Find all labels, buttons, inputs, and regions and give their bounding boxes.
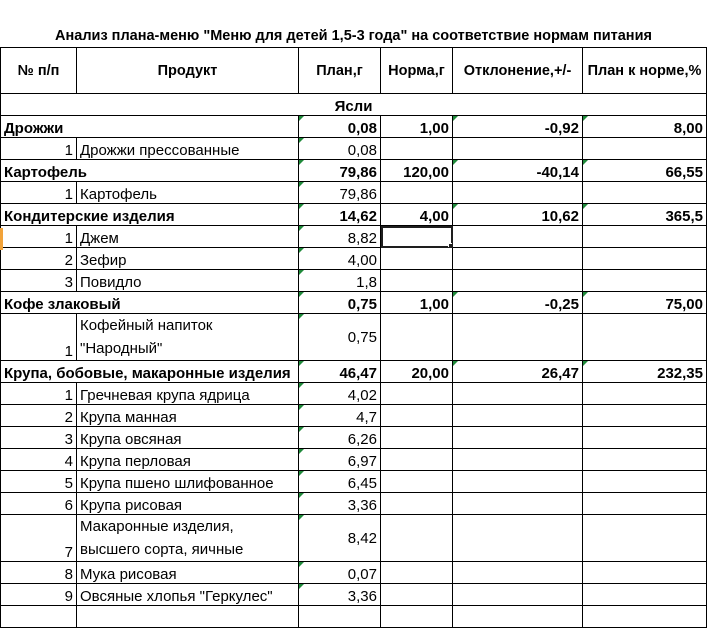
table-row (1, 562, 707, 584)
index-cell[interactable]: 2 (1, 248, 77, 270)
index-cell[interactable]: 3 (1, 270, 77, 292)
deviation-cell[interactable]: 26,47 (453, 361, 583, 383)
product-cell[interactable]: Мука рисовая (77, 562, 299, 584)
index-cell[interactable]: 6 (1, 493, 77, 515)
deviation-cell[interactable] (453, 226, 583, 248)
percent-cell[interactable] (583, 248, 707, 270)
plan-cell[interactable]: 3,36 (299, 493, 381, 515)
norm-cell[interactable]: 120,00 (381, 160, 453, 182)
index-cell[interactable]: 1 (1, 182, 77, 204)
percent-cell[interactable] (583, 471, 707, 493)
index-cell[interactable]: 1 (1, 383, 77, 405)
index-cell[interactable]: 7 (1, 515, 77, 562)
plan-cell[interactable]: 1,8 (299, 270, 381, 292)
deviation-cell[interactable]: -0,92 (453, 116, 583, 138)
index-cell[interactable]: 1 (1, 138, 77, 160)
deviation-cell[interactable] (453, 562, 583, 584)
group-name-cell[interactable]: Картофель (1, 160, 299, 182)
group-row (1, 116, 707, 138)
plan-cell[interactable]: 0,07 (299, 562, 381, 584)
norm-cell[interactable] (381, 471, 453, 493)
plan-cell[interactable]: 6,97 (299, 449, 381, 471)
percent-cell[interactable] (583, 226, 707, 248)
table-row (1, 270, 707, 292)
table-row (1, 314, 707, 361)
plan-cell[interactable]: 79,86 (299, 160, 381, 182)
deviation-cell[interactable]: 10,62 (453, 204, 583, 226)
group-name-cell[interactable]: Кофе злаковый (1, 292, 299, 314)
deviation-cell[interactable] (453, 405, 583, 427)
header-cell[interactable]: План к норме,% (583, 48, 707, 94)
percent-cell[interactable] (583, 562, 707, 584)
norm-cell[interactable] (381, 405, 453, 427)
percent-cell[interactable] (583, 405, 707, 427)
deviation-cell[interactable] (453, 182, 583, 204)
norm-cell[interactable] (381, 449, 453, 471)
product-cell[interactable]: Крупа пшено шлифованное (77, 471, 299, 493)
plan-cell[interactable]: 8,42 (299, 515, 381, 562)
deviation-cell[interactable] (453, 493, 583, 515)
index-cell[interactable]: 9 (1, 584, 77, 606)
product-cell[interactable] (77, 606, 299, 628)
group-name-cell[interactable]: Дрожжи (1, 116, 299, 138)
table-row (1, 182, 707, 204)
index-cell[interactable]: 4 (1, 449, 77, 471)
product-cell[interactable]: Картофель (77, 182, 299, 204)
table-row (1, 584, 707, 606)
deviation-cell[interactable] (453, 606, 583, 628)
table-row (1, 427, 707, 449)
deviation-cell[interactable] (453, 515, 583, 562)
norm-cell[interactable]: 1,00 (381, 292, 453, 314)
header-cell[interactable]: Отклонение,+/- (453, 48, 583, 94)
product-cell[interactable]: Крупа овсяная (77, 427, 299, 449)
product-cell[interactable]: Джем (77, 226, 299, 248)
table-row (1, 248, 707, 270)
table-row (1, 449, 707, 471)
product-cell[interactable]: Зефир (77, 248, 299, 270)
plan-cell[interactable]: 0,08 (299, 116, 381, 138)
percent-cell[interactable]: 365,5 (583, 204, 707, 226)
percent-cell[interactable]: 75,00 (583, 292, 707, 314)
plan-cell[interactable]: 14,62 (299, 204, 381, 226)
norm-cell[interactable]: 1,00 (381, 116, 453, 138)
deviation-cell[interactable]: -40,14 (453, 160, 583, 182)
norm-cell[interactable] (381, 182, 453, 204)
index-cell[interactable]: 2 (1, 405, 77, 427)
group-name-cell[interactable]: Кондитерские изделия (1, 204, 299, 226)
product-cell[interactable]: Макаронные изделия, высшего сорта, яичные (77, 515, 299, 562)
header-row (1, 48, 707, 94)
plan-cell[interactable]: 79,86 (299, 182, 381, 204)
index-cell[interactable]: 8 (1, 562, 77, 584)
percent-cell[interactable] (583, 606, 707, 628)
table-row (1, 471, 707, 493)
group-name-cell[interactable]: Крупа, бобовые, макаронные изделия (1, 361, 299, 383)
percent-cell[interactable] (583, 270, 707, 292)
percent-cell[interactable] (583, 493, 707, 515)
product-cell[interactable]: Крупа манная (77, 405, 299, 427)
table-row (1, 226, 707, 248)
header-cell[interactable]: Продукт (77, 48, 299, 94)
product-cell[interactable]: Дрожжи прессованные (77, 138, 299, 160)
section-cell[interactable]: Ясли (1, 94, 707, 116)
percent-cell[interactable]: 8,00 (583, 116, 707, 138)
report-title: Анализ плана-меню "Меню для детей 1,5-3 года" на соответствие нормам питания (55, 28, 652, 44)
group-row (1, 361, 707, 383)
plan-cell[interactable]: 4,7 (299, 405, 381, 427)
index-cell[interactable]: 1 (1, 314, 77, 361)
percent-cell[interactable] (583, 314, 707, 361)
plan-cell[interactable]: 0,75 (299, 314, 381, 361)
table-row (1, 493, 707, 515)
percent-cell[interactable] (583, 383, 707, 405)
analysis-table (0, 47, 707, 628)
product-cell[interactable]: Овсяные хлопья "Геркулес" (77, 584, 299, 606)
product-cell[interactable]: Крупа перловая (77, 449, 299, 471)
deviation-cell[interactable] (453, 471, 583, 493)
group-row (1, 160, 707, 182)
active-row-marker (0, 228, 3, 250)
plan-cell[interactable]: 0,75 (299, 292, 381, 314)
index-cell[interactable] (1, 606, 77, 628)
plan-cell[interactable]: 0,08 (299, 138, 381, 160)
product-cell[interactable]: Гречневая крупа ядрица (77, 383, 299, 405)
deviation-cell[interactable] (453, 314, 583, 361)
percent-cell[interactable]: 232,35 (583, 361, 707, 383)
header-cell[interactable]: Норма,г (381, 48, 453, 94)
norm-cell[interactable] (381, 427, 453, 449)
index-cell[interactable]: 3 (1, 427, 77, 449)
percent-cell[interactable] (583, 427, 707, 449)
percent-cell[interactable]: 66,55 (583, 160, 707, 182)
section-row (1, 94, 707, 116)
deviation-cell[interactable] (453, 138, 583, 160)
norm-cell[interactable] (381, 606, 453, 628)
header-cell[interactable]: План,г (299, 48, 381, 94)
plan-cell[interactable]: 3,36 (299, 584, 381, 606)
norm-cell[interactable] (381, 515, 453, 562)
deviation-cell[interactable] (453, 427, 583, 449)
norm-cell[interactable] (381, 248, 453, 270)
table-row (1, 138, 707, 160)
plan-cell[interactable]: 4,02 (299, 383, 381, 405)
index-cell[interactable]: 1 (1, 226, 77, 248)
percent-cell[interactable] (583, 515, 707, 562)
header-cell[interactable]: № п/п (1, 48, 77, 94)
norm-cell[interactable] (381, 383, 453, 405)
plan-cell[interactable]: 4,00 (299, 248, 381, 270)
group-row (1, 204, 707, 226)
deviation-cell[interactable] (453, 270, 583, 292)
deviation-cell[interactable] (453, 584, 583, 606)
deviation-cell[interactable]: -0,25 (453, 292, 583, 314)
norm-cell[interactable] (381, 562, 453, 584)
percent-cell[interactable] (583, 584, 707, 606)
norm-cell[interactable] (381, 493, 453, 515)
group-row (1, 292, 707, 314)
product-cell[interactable]: Кофейный напиток "Народный" (77, 314, 299, 361)
table-row (1, 405, 707, 427)
table-row (1, 383, 707, 405)
selected-cell[interactable] (381, 226, 453, 248)
deviation-cell[interactable] (453, 248, 583, 270)
index-cell[interactable]: 5 (1, 471, 77, 493)
plan-cell[interactable]: 6,26 (299, 427, 381, 449)
plan-cell[interactable]: 6,45 (299, 471, 381, 493)
table-row (1, 515, 707, 562)
norm-cell[interactable]: 4,00 (381, 204, 453, 226)
percent-cell[interactable] (583, 182, 707, 204)
norm-cell[interactable] (381, 270, 453, 292)
percent-cell[interactable] (583, 449, 707, 471)
table-row (1, 606, 707, 628)
plan-cell[interactable]: 46,47 (299, 361, 381, 383)
norm-cell[interactable] (381, 138, 453, 160)
norm-cell[interactable] (381, 584, 453, 606)
percent-cell[interactable] (583, 138, 707, 160)
product-cell[interactable]: Крупа рисовая (77, 493, 299, 515)
norm-cell[interactable]: 20,00 (381, 361, 453, 383)
norm-cell[interactable] (381, 314, 453, 361)
plan-cell[interactable] (299, 606, 381, 628)
deviation-cell[interactable] (453, 449, 583, 471)
deviation-cell[interactable] (453, 383, 583, 405)
product-cell[interactable]: Повидло (77, 270, 299, 292)
plan-cell[interactable]: 8,82 (299, 226, 381, 248)
